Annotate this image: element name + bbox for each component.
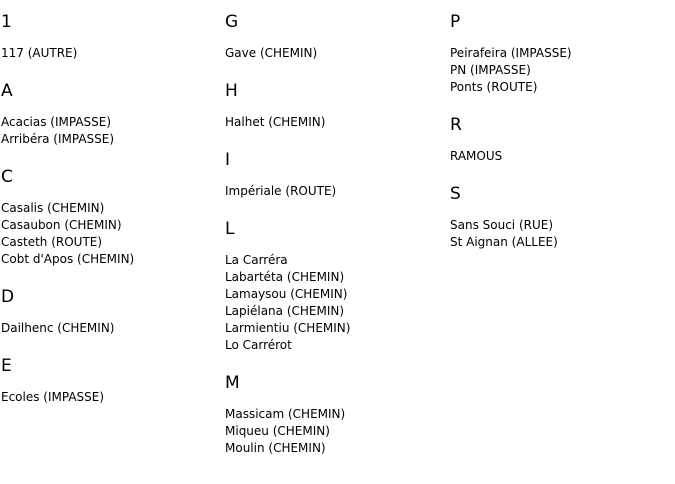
section-letter-heading: H (225, 81, 238, 101)
street-list (1, 389, 221, 406)
street-link[interactable]: Lo Carrérot (225, 338, 292, 352)
street-link[interactable]: RAMOUS (450, 149, 503, 163)
street-list (1, 114, 221, 148)
street-list (450, 217, 670, 251)
section-letter-heading: P (450, 12, 461, 32)
letter-section (225, 218, 445, 354)
section-letter-heading: A (1, 81, 13, 101)
letter-section (1, 355, 221, 406)
street-link[interactable]: Acacias (IMPASSE) (1, 115, 112, 129)
street-link[interactable]: Lapiélana (CHEMIN) (225, 304, 345, 318)
street-link[interactable]: Miqueu (CHEMIN) (225, 424, 330, 438)
street-link[interactable]: Ecoles (IMPASSE) (1, 390, 105, 404)
letter-section (450, 114, 670, 165)
section-letter-heading: G (225, 12, 239, 32)
street-link[interactable]: 117 (AUTRE) (1, 46, 78, 60)
letter-section (450, 183, 670, 251)
letter-section (225, 372, 445, 457)
section-letter-heading: M (225, 373, 240, 393)
section-letter-heading: L (225, 219, 235, 239)
street-list (225, 183, 445, 200)
letter-section (450, 11, 670, 96)
street-list (1, 45, 221, 62)
letter-section (225, 11, 445, 62)
street-list (1, 320, 221, 337)
letter-section (225, 80, 445, 131)
street-link[interactable]: Moulin (CHEMIN) (225, 441, 326, 455)
street-link[interactable]: La Carréra (225, 253, 288, 267)
index-column (225, 11, 445, 475)
section-letter-heading: E (1, 356, 12, 376)
street-link[interactable]: Cobt d'Apos (CHEMIN) (1, 252, 135, 266)
section-letter-heading: R (450, 115, 462, 135)
section-letter-heading: I (225, 150, 231, 170)
index-column (1, 11, 221, 424)
street-link[interactable]: PN (IMPASSE) (450, 63, 531, 77)
street-link[interactable]: Halhet (CHEMIN) (225, 115, 326, 129)
street-list (225, 114, 445, 131)
section-letter-heading: D (1, 287, 15, 307)
street-link[interactable]: Ponts (ROUTE) (450, 80, 538, 94)
street-list (1, 200, 221, 268)
street-link[interactable]: Dailhenc (CHEMIN) (1, 321, 115, 335)
street-link[interactable]: Casteth (ROUTE) (1, 235, 103, 249)
street-link[interactable]: Peirafeira (IMPASSE) (450, 46, 572, 60)
street-link[interactable]: Labartéta (CHEMIN) (225, 270, 345, 284)
letter-section (1, 166, 221, 268)
street-list (225, 406, 445, 457)
street-link[interactable]: Gave (CHEMIN) (225, 46, 318, 60)
section-letter-heading: C (1, 167, 13, 187)
street-link[interactable]: Casaubon (CHEMIN) (1, 218, 122, 232)
letter-section (1, 286, 221, 337)
section-letter-heading: 1 (1, 12, 12, 32)
street-link[interactable]: Impériale (ROUTE) (225, 184, 337, 198)
street-link[interactable]: Casalis (CHEMIN) (1, 201, 105, 215)
street-link[interactable]: Sans Souci (RUE) (450, 218, 554, 232)
street-list (450, 148, 670, 165)
letter-section (225, 149, 445, 200)
street-link[interactable]: Lamaysou (CHEMIN) (225, 287, 348, 301)
street-list (450, 45, 670, 96)
street-list (225, 45, 445, 62)
street-link[interactable]: Arribéra (IMPASSE) (1, 132, 115, 146)
street-list (225, 252, 445, 354)
letter-section (1, 11, 221, 62)
street-link[interactable]: St Aignan (ALLEE) (450, 235, 558, 249)
section-letter-heading: S (450, 184, 461, 204)
street-link[interactable]: Larmientiu (CHEMIN) (225, 321, 351, 335)
letter-section (1, 80, 221, 148)
index-column (450, 11, 670, 269)
street-link[interactable]: Massicam (CHEMIN) (225, 407, 346, 421)
